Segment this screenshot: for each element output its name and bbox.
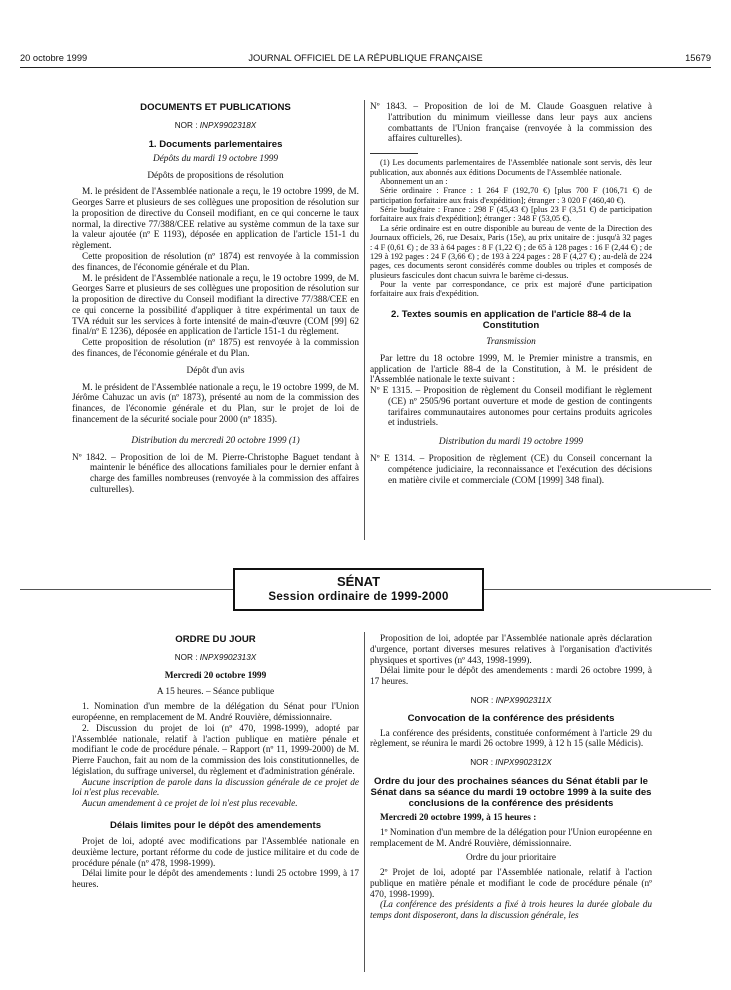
page-header	[20, 53, 711, 68]
depot-avis-heading: Dépôt d'un avis	[186, 365, 245, 376]
prochaines-note-duree: (La conférence des présidents a fixé à trois heures la durée globale du temps dont disposeront, dans la discussion générale, les	[370, 900, 652, 922]
column-divider-top	[364, 100, 365, 540]
footnote	[370, 158, 652, 299]
item-n1843: Nº 1843. – Proposition de loi de M. Claude Goasguen relative à l'attribution du minimum vieillesse dans leur pays aux anciens combattants de l'Union française (renvoyée à la commission des affaires culturelles).	[370, 102, 652, 145]
nor-reference-3	[370, 758, 652, 768]
ordre-heure: A 15 heures. – Séance publique	[156, 687, 275, 698]
ordre-column-right	[370, 634, 652, 974]
documents-title: DOCUMENTS ET PUBLICATIONS	[140, 102, 291, 113]
footnote-vente: La série ordinaire est en outre disponible au bureau de vente de la Direction des Journaux officiels, 26, rue Desaix, Paris (15e), au prix unitaire de : jusqu'à 32 pages : 4 F (0,61 €) ; de 33 à 64 pages : 8 F (1,22 €) ; de 65 à 128 pages : 16 F (2,44 €) ; de 129 à 192 pages : 24 F (3,66 €) ; de 193 à 224 pages : 28 F (4,27 €) ; au-delà de 224 pages, ces documents seront considérés comme doubles ou triples et composés de plusieurs fascicules dont chacun suivra le barème ci-dessus.	[370, 223, 652, 280]
ordre-column-left	[72, 634, 359, 974]
prochaines-seances-title: Ordre du jour des prochaines séances du Sénat établi par le Sénat dans sa séance du mardi 19 octobre 1999 à la suite des conclusions de la conférence des présidents	[370, 775, 652, 809]
senat-session: Session ordinaire de 1999-2000	[268, 591, 449, 604]
ordre-du-jour-title: ORDRE DU JOUR	[175, 634, 256, 645]
senat-title: SÉNAT	[336, 574, 381, 589]
ordre-item-1: 1. Nomination d'un membre de la délégation du Sénat pour l'Union européenne, en remplacement de M. André Rouvière, démissionnaire.	[72, 702, 359, 723]
nor-code-2: INPX9902311X	[495, 695, 552, 705]
footnote-serie-budgetaire: Série budgétaire : France : 298 F (45,43 €) [plus 23 F (3,51 €) de participation forfaitaire aux frais d'expédition]; étranger : 348 F (53,05 €).	[370, 205, 652, 224]
nor-code-3: INPX9902312X	[495, 758, 552, 768]
ordre-note-parole: Aucune inscription de parole dans la discussion générale de ce projet de loi n'est plus recevable.	[72, 777, 359, 799]
prochaines-item-2: 2º Projet de loi, adopté par l'Assemblée nationale, relatif à l'action publique en matière pénale et modifiant le code de procédure pénale (nº 470, 1998-1999).	[370, 868, 652, 900]
senat-title-box	[233, 568, 484, 611]
convocation-title: Convocation de la conférence des présidents	[407, 713, 615, 725]
header-page-number: 15679	[685, 53, 711, 63]
footnote-serie-ordinaire: Série ordinaire : France : 1 264 F (192,70 €) [plus 700 F (106,71 €) de participation forfaitaire aux frais d'expédition]; étranger : 3 020 F (460,40 €).	[370, 186, 652, 205]
depots-date: Dépôts du mardi 19 octobre 1999	[152, 153, 279, 164]
paragraph-renvoi-1874: Cette proposition de résolution (nº 1874) est renvoyée à la commission des finances, de l'économie générale et du Plan.	[72, 252, 359, 273]
nor-prefix-2: NOR :	[470, 695, 496, 705]
footnote-1: (1) Les documents parlementaires de l'Assemblée nationale sont servis, dès leur publication, aux abonnés aux éditions Documents de l'Assemblée nationale.	[370, 158, 652, 177]
column-divider-bottom	[364, 632, 365, 972]
header-journal-title: JOURNAL OFFICIEL DE LA RÉPUBLIQUE FRANÇAISE	[248, 53, 483, 63]
prochaines-date: Mercredi 20 octobre 1999, à 15 heures :	[380, 813, 537, 823]
nor-reference	[72, 121, 359, 131]
delais-limite-2: Délai limite pour le dépôt des amendements : mardi 26 octobre 1999, à 17 heures.	[370, 666, 652, 688]
nor-prefix-3: NOR :	[470, 758, 496, 768]
ordre-date: Mercredi 20 octobre 1999	[164, 670, 267, 681]
ordre-nor-prefix: NOR :	[174, 653, 200, 663]
paragraph-avis: M. le président de l'Assemblée nationale a reçu, le 19 octobre 1999, de M. Jérôme Cahuzac un avis (nº 1873), présenté au nom de la commission des finances, de l'économie générale et du Plan, sur le projet de loi de financement de la sécurité sociale pour 2000 (nº 1835).	[72, 382, 359, 425]
paragraph-renvoi-1875: Cette proposition de résolution (nº 1875) est renvoyée à la commission des finances, de l'économie générale et du Plan.	[72, 338, 359, 360]
footnote-rule	[370, 153, 418, 154]
section-documents-parlementaires: 1. Documents parlementaires	[148, 138, 283, 150]
ordre-note-amendement: Aucun amendement à ce projet de loi n'est plus recevable.	[82, 799, 298, 810]
paragraph-transmission: Par lettre du 18 octobre 1999, M. le Premier ministre a transmis, en application de l'article 88-4 de la Constitution, à M. le président de l'Assemblée nationale le texte suivant :	[370, 353, 652, 386]
convocation-text: La conférence des présidents, constituée conformément à l'article 29 du règlement, se réunira le mardi 26 octobre 1999, à 12 h 15 (salle Médicis).	[370, 728, 652, 750]
paragraph-resolution-1: M. le président de l'Assemblée nationale a reçu, le 19 octobre 1999, de M. Georges Sarre et plusieurs de ses collègues une proposition de résolution sur la proposition de directive du Conseil modifiant, en ce qui concerne le taux normal, la directive 77/388/CEE relative au système commun de la taxe sur la valeur ajoutée (nº E 1193), déposée en application de l'article 151-1 du règlement.	[72, 187, 359, 252]
item-e1315: Nº E 1315. – Proposition de règlement du Conseil modifiant le règlement (CE) nº 2505/96 portant ouverture et mode de gestion de contingents tarifaires communautaires autonomes pour certains produits agricoles et industriels.	[370, 386, 652, 429]
item-e1314: Nº E 1314. – Proposition de règlement (CE) du Conseil concernant la compétence judiciaire, la reconnaissance et l'exécution des décisions en matière civile et commerciale (COM [1999] 348 final).	[370, 454, 652, 486]
paragraph-resolution-2: M. le président de l'Assemblée nationale a reçu, le 19 octobre 1999, de M. Georges Sarre et plusieurs de ses collègues une proposition de résolution sur la proposition de directive du Conseil modifiant la directive 77/388/CEE en ce qui concerne la possibilité d'appliquer à titre expérimental un taux de TVA réduit sur les services à forte intensité de main-d'œuvre (COM [99] 62 final/nº E 1236), déposée en application de l'article 151-1 du règlement.	[72, 273, 359, 338]
nor-prefix: NOR :	[174, 121, 200, 131]
transmission-heading: Transmission	[486, 337, 536, 347]
ordre-nor-reference	[72, 653, 359, 663]
nor-reference-2	[370, 696, 652, 706]
ordre-nor-code: INPX9902313X	[199, 653, 257, 663]
prochaines-item-1: 1º Nomination d'un membre de la délégation pour l'Union européenne en remplacement de M. André Rouvière, démissionnaire.	[370, 827, 652, 849]
delais-projet-loi: Projet de loi, adopté avec modifications par l'Assemblée nationale en deuxième lecture, portant réforme du code de justice militaire et du code de procédure pénale (nº 478, 1998-1999).	[72, 837, 359, 869]
distribution2-date: Distribution du mardi 19 octobre 1999	[438, 437, 584, 448]
documents-column-right	[370, 102, 652, 542]
footnote-correspondance: Pour la vente par correspondance, ce prix est majoré d'une participation forfaitaire aux frais d'expédition.	[370, 280, 652, 299]
ordre-prioritaire-heading: Ordre du jour prioritaire	[465, 853, 557, 864]
nor-code: INPX9902318X	[199, 121, 257, 131]
item-n1842: Nº 1842. – Proposition de loi de M. Pierre-Christophe Baguet tendant à maintenir le bénéfice des allocations familiales pour le dernier enfant à charge des familles nombreuses (renvoyée à la commission des affaires culturelles).	[72, 452, 359, 495]
ordre-item-2: 2. Discussion du projet de loi (nº 470, 1998-1999), adopté par l'Assemblée nationale, relatif à l'action publique en matière pénale et modifiant le code de procédure pénale. – Rapport (nº 11, 1999-2000) de M. Pierre Fauchon, fait au nom de la commission des lois constitutionnelles, de législation, du suffrage universel, du règlement et d'administration générale.	[72, 723, 359, 777]
distribution-date: Distribution du mercredi 20 octobre 1999 (1)	[131, 435, 300, 446]
header-date: 20 octobre 1999	[20, 53, 88, 63]
delais-title: Délais limites pour le dépôt des amendements	[109, 820, 322, 832]
documents-column-left	[72, 102, 359, 542]
proposition-loi-sport: Proposition de loi, adoptée par l'Assemblée nationale après déclaration d'urgence, portant diverses mesures relatives à l'organisation d'activités physiques et sportives (nº 443, 1998-1999).	[370, 634, 652, 666]
footnote-abonnement: Abonnement un an :	[380, 176, 448, 186]
delais-limite-1: Délai limite pour le dépôt des amendements : lundi 25 octobre 1999, à 17 heures.	[72, 869, 359, 891]
section-textes-88-4: 2. Textes soumis en application de l'article 88-4 de la Constitution	[391, 308, 631, 331]
depots-resolution-heading: Dépôts de propositions de résolution	[147, 170, 284, 181]
